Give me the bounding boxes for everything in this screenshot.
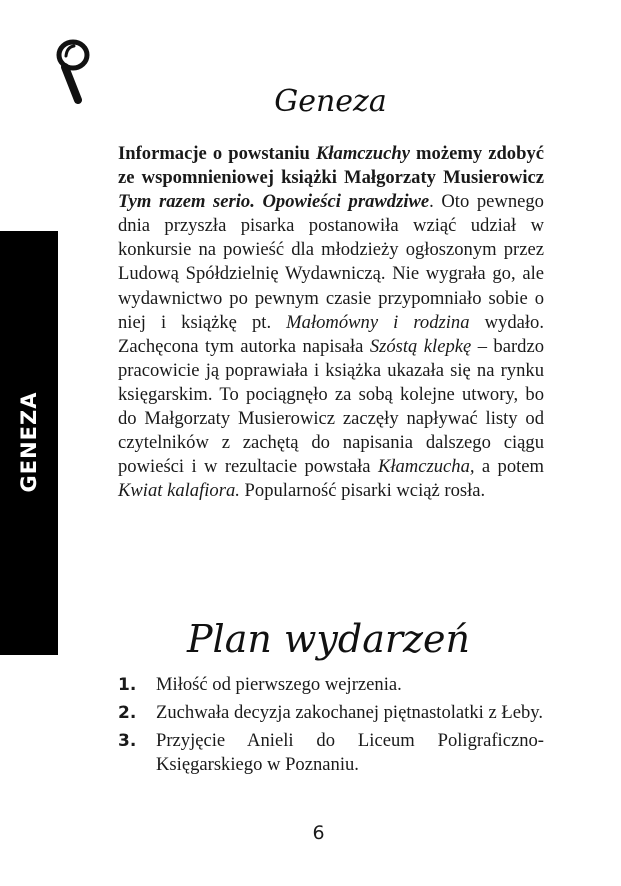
plan-item-text: Przyjęcie Anieli do Liceum Poligraficzno-Księgarskiego w Poznaniu. <box>156 730 544 776</box>
side-tab-label: GENEZA <box>17 391 41 493</box>
plan-item-number: 1. <box>118 675 137 695</box>
paragraph-segment: możemy zdobyć ze wspomnieniowej książki Małgorzaty Musierowicz <box>118 143 544 189</box>
paragraph-segment: Popularność pisarki wciąż rosła. <box>239 480 486 502</box>
plan-item-number: 2. <box>118 703 137 724</box>
section-title-geneza: Geneza <box>274 84 387 119</box>
plan-item <box>118 729 544 777</box>
paragraph-segment: wydało. Zachęcona tym autorka napisała <box>118 311 544 357</box>
paragraph-segment: Kłamczucha, <box>377 456 475 478</box>
plan-list <box>118 673 544 781</box>
page-number: 6 <box>312 822 325 844</box>
paragraph-segment: a potem <box>474 456 545 478</box>
paragraph-segment: – bardzo pracowicie ją poprawiała i książka ukazała się na rynku księgarskim. To pociągnęło za sobą kolejne utwory, bo do Małgorzaty Musierowicz zaczęły napływać listy od czytelników z zachętą do napisania dalszego ciągu powieści i w rezultacie powstała <box>118 335 545 478</box>
plan-item-text: Zuchwała decyzja zakochanej piętnastolatki z Łeby. <box>156 702 544 724</box>
paragraph-segment: Tym razem serio. Opowieści prawdziwe <box>118 191 430 213</box>
plan-item <box>118 673 544 697</box>
paragraph-segment: Małomówny i rodzina <box>286 311 470 333</box>
paragraph-segment: Informacje o powstaniu <box>118 143 316 164</box>
body-paragraph <box>118 142 544 503</box>
paragraph-segment: Kwiat kalafiora. <box>118 480 240 502</box>
plan-item-text: Miłość od pierwszego wejrzenia. <box>156 674 402 695</box>
section-title-plan: Plan wydarzeń <box>186 617 471 661</box>
plan-item <box>118 701 544 725</box>
paragraph-segment: . Oto pewnego dnia przyszła pisarka postanowiła wziąć udział w konkursie na powieść dla młodzieży ogłoszonym przez Ludową Spółdzielnię Wydawniczą. Nie wygrała go, ale wydawnictwo po pewnym czasie przypomniało sobie o niej i książkę pt. <box>118 191 544 333</box>
paragraph-segment: Szóstą klepkę <box>369 335 472 357</box>
plan-item-number: 3. <box>118 731 137 752</box>
paragraph-segment: Kłamczuchy <box>315 143 410 164</box>
